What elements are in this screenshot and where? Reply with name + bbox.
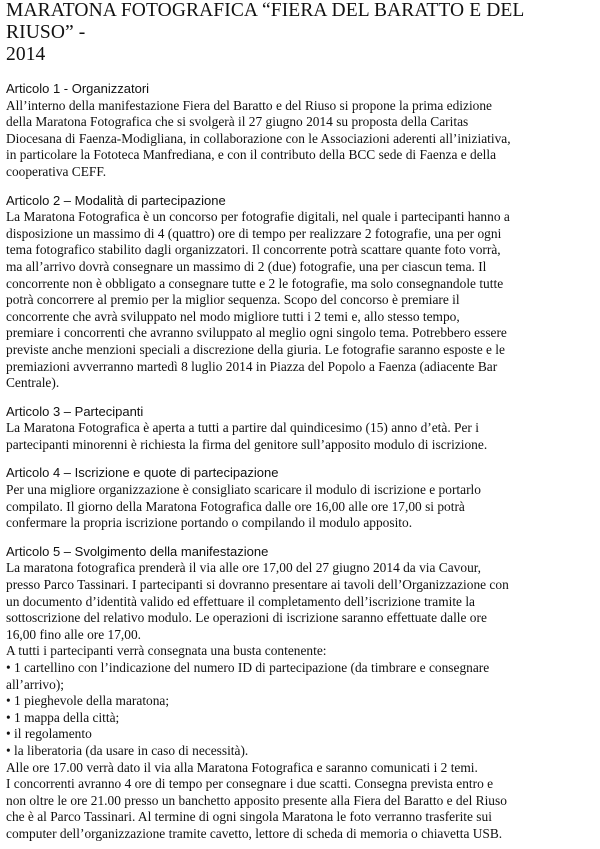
title-line-2: 2014 [6, 44, 46, 65]
text-line: presso Parco Tassinari. I partecipanti si dovranno presentare ai tavoli dell’Organizzazione con [6, 577, 509, 593]
title-line-1: MARATONA FOTOGRAFICA “FIERA DEL BARATTO E DEL RIUSO” - [6, 0, 524, 43]
list-item: • la liberatoria (da usare in caso di necessità). [6, 743, 594, 760]
article-2-heading: Articolo 2 – Modalità di partecipazione [6, 192, 226, 208]
article-2-body [6, 209, 594, 392]
article-5-heading: Articolo 5 – Svolgimento della manifestazione [6, 543, 269, 559]
article-4-body [6, 482, 594, 532]
text-line: compilato. Il giorno della Maratona Fotografica dalle ore 16,00 alle ore 17,00 si potrà [6, 498, 465, 514]
article-4 [6, 465, 594, 531]
text-line: La maratona fotografica prenderà il via alle ore 17,00 del 27 giugno 2014 da via Cavour, [6, 560, 482, 576]
text-line: della Maratona Fotografica che si svolgerà il 27 giugno 2014 su proposta della Caritas [6, 114, 469, 130]
article-5-closing [6, 760, 594, 843]
text-line: potrà concorrere al premio per la miglior sequenza. Scopo del concorso è premiare il [6, 292, 460, 308]
list-item: • 1 mappa della città; [6, 710, 594, 727]
text-line: disposizione un massimo di 4 (quattro) ore di tempo per realizzare 2 fotografie, una per ogni [6, 225, 502, 241]
list-item: • 1 pieghevole della maratona; [6, 693, 594, 710]
article-3 [6, 404, 594, 454]
text-line: La Maratona Fotografica è un concorso per fotografie digitali, nel quale i partecipanti hanno a [6, 209, 510, 225]
envelope-contents-list [6, 660, 594, 760]
text-line: concorrente che avrà sviluppato nel modo migliore tutti i 2 temi e, allo stesso tempo, [6, 308, 460, 324]
text-line: A tutti i partecipanti verrà consegnata una busta contenente: [6, 643, 327, 659]
article-1 [6, 81, 594, 181]
document-title [6, 0, 594, 66]
text-line: tema fotografico stabilito dagli organizzatori. Il concorrente potrà scattare quante foto vorrà, [6, 242, 501, 258]
list-item: • il regolamento [6, 726, 594, 743]
text-line: I concorrenti avranno 4 ore di tempo per consegnare i due scatti. Consegna prevista entro e [6, 776, 494, 792]
text-line: Centrale). [6, 375, 60, 391]
text-line: La Maratona Fotografica è aperta a tutti a partire dal quindicesimo (15) anno d’età. Per i [6, 420, 479, 436]
text-line: Per una migliore organizzazione è consigliato scaricare il modulo di iscrizione e portarlo [6, 482, 481, 498]
text-line: in particolare la Fototeca Manfrediana, e con il contributo della BCC sede di Faenza e della [6, 147, 497, 163]
text-line: Alle ore 17.00 verrà dato il via alla Maratona Fotografica e saranno comunicati i 2 temi. [6, 759, 478, 775]
article-5-body [6, 560, 594, 660]
article-3-heading: Articolo 3 – Partecipanti [6, 403, 144, 419]
text-line: computer dell’organizzazione tramite cavetto, lettore di scheda di memoria o chiavetta USB. [6, 825, 503, 841]
text-line: cooperativa CEFF. [6, 163, 107, 179]
text-line: un documento d’identità valido ed effettuare il completamento dell’iscrizione tramite la [6, 593, 475, 609]
text-line: Diocesana di Faenza-Modigliana, in collaborazione con le Associazioni aderenti all’iniziativa, [6, 130, 511, 146]
article-1-heading: Articolo 1 - Organizzatori [6, 81, 150, 96]
text-line: confermare la propria iscrizione portando o compilando il modulo apposito. [6, 515, 413, 531]
article-3-body [6, 420, 594, 453]
article-1-body [6, 98, 594, 181]
text-line: concorrente non è obbligato a consegnare tutte e 2 le fotografie, ma solo consegnandole tutte [6, 275, 504, 291]
text-line: che è al Parco Tassinari. Al termine di ogni singola Maratona le foto verranno trasferite sui [6, 809, 492, 825]
list-item: • 1 cartellino con l’indicazione del numero ID di partecipazione (da timbrare e consegnare [6, 660, 594, 677]
text-line: previste anche menzioni speciali a discrezione della giuria. Le fotografie saranno esposte e le [6, 341, 505, 357]
text-line: non oltre le ore 21.00 presso un banchetto apposito presente alla Fiera del Baratto e del Riuso [6, 792, 507, 808]
article-4-heading: Articolo 4 – Iscrizione e quote di partecipazione [6, 465, 279, 481]
article-5 [6, 544, 594, 843]
text-line: 16,00 fino alle ore 17,00. [6, 626, 141, 642]
text-line: partecipanti minorenni è richiesta la firma del genitore sull’apposito modulo di iscrizione. [6, 436, 488, 452]
article-2 [6, 193, 594, 392]
text-line: premiazioni avverranno martedì 8 luglio 2014 in Piazza del Popolo a Faenza (adiacente Bar [6, 358, 498, 374]
list-item-continuation: all’arrivo); [6, 676, 64, 692]
text-line: premiare i concorrenti che avranno sviluppato al meglio ogni singolo tema. Potrebbero essere [6, 325, 507, 341]
text-line: All’interno della manifestazione Fiera del Baratto e del Riuso si propone la prima edizione [6, 97, 492, 113]
text-line: ma all’arrivo dovrà consegnare un massimo di 2 (due) fotografie, una per ciascun tema. Il [6, 258, 487, 274]
text-line: sottoscrizione del relativo modulo. Le operazioni di iscrizione saranno effettuate dalle ore [6, 610, 487, 626]
